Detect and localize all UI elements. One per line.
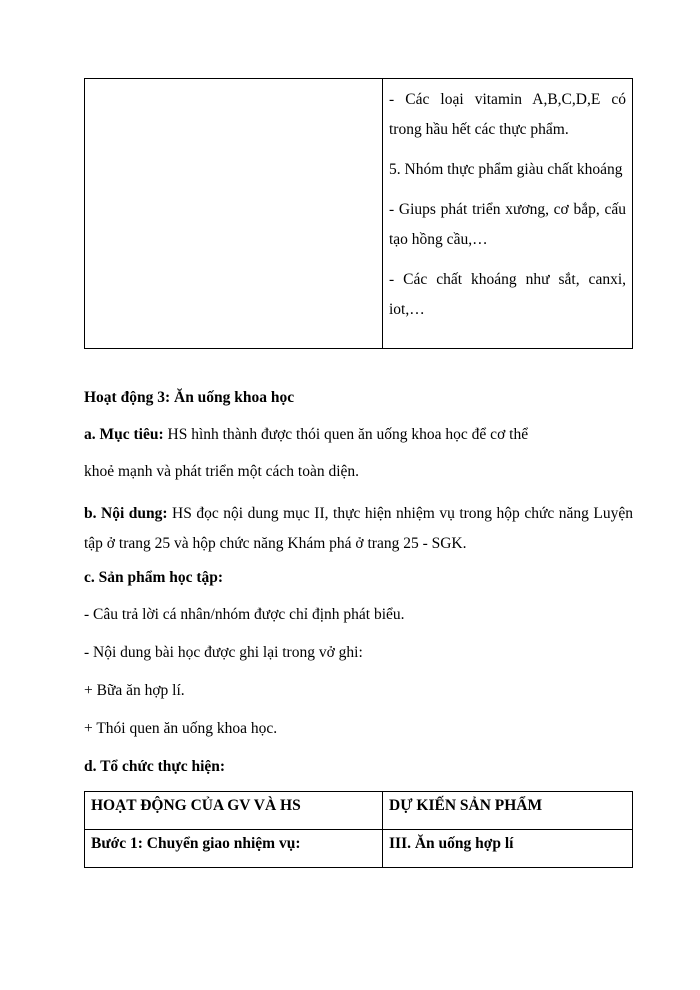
activity-heading: Hoạt động 3: Ăn uống khoa học [84,389,295,406]
goal-label: a. Mục tiêu: [84,426,164,443]
table-cell-right [383,79,633,349]
table-cell-left-empty [85,79,383,349]
content-text: HS đọc nội dung mục II, thực hiện nhiệm vụ trong hộp chức năng Luyện tập ở trang 25 và hộp chức năng Khám phá ở trang 25 - SGK. [84,505,633,552]
table-row [85,830,633,868]
product-item: - Nội dung bài học được ghi lại trong vở ghi: [84,644,363,661]
goal-text: HS hình thành được thói quen ăn uống khoa học để cơ thể [163,426,529,443]
header-teacher-student: HOẠT ĐỘNG CỦA GV VÀ HS [85,792,383,830]
product-item: + Thói quen ăn uống khoa học. [84,720,278,737]
table-header-row [85,792,633,830]
goal-line-2: khoẻ mạnh và phát triển một cách toàn diện. [84,463,360,480]
section-iii-cell: III. Ăn uống hợp lí [383,830,633,868]
goal-line-1 [84,424,633,446]
product-heading: c. Sản phẩm học tập: [84,569,224,586]
product-item: + Bữa ăn hợp lí. [84,682,185,699]
header-expected-product: DỰ KIẾN SẢN PHẨM [383,792,633,830]
organization-heading: d. Tổ chức thực hiện: [84,758,226,775]
nutrition-table-continued [84,78,633,349]
step-1-cell: Bước 1: Chuyển giao nhiệm vụ: [85,830,383,868]
cell-line: - Các loại vitamin A,B,C,D,E có trong hầu hết các thực phẩm. [389,91,626,138]
cell-line: - Các chất khoáng như sắt, canxi, iot,… [389,271,626,318]
product-item: - Câu trả lời cá nhân/nhóm được chỉ định phát biểu. [84,606,405,623]
content-label: b. Nội dung: [84,505,168,522]
cell-line: - Giups phát triển xương, cơ bắp, cấu tạo hồng cầu,… [389,201,626,248]
content-paragraph [84,499,633,559]
activity-table [84,791,633,868]
cell-line: 5. Nhóm thực phẩm giàu chất khoáng [389,161,623,178]
